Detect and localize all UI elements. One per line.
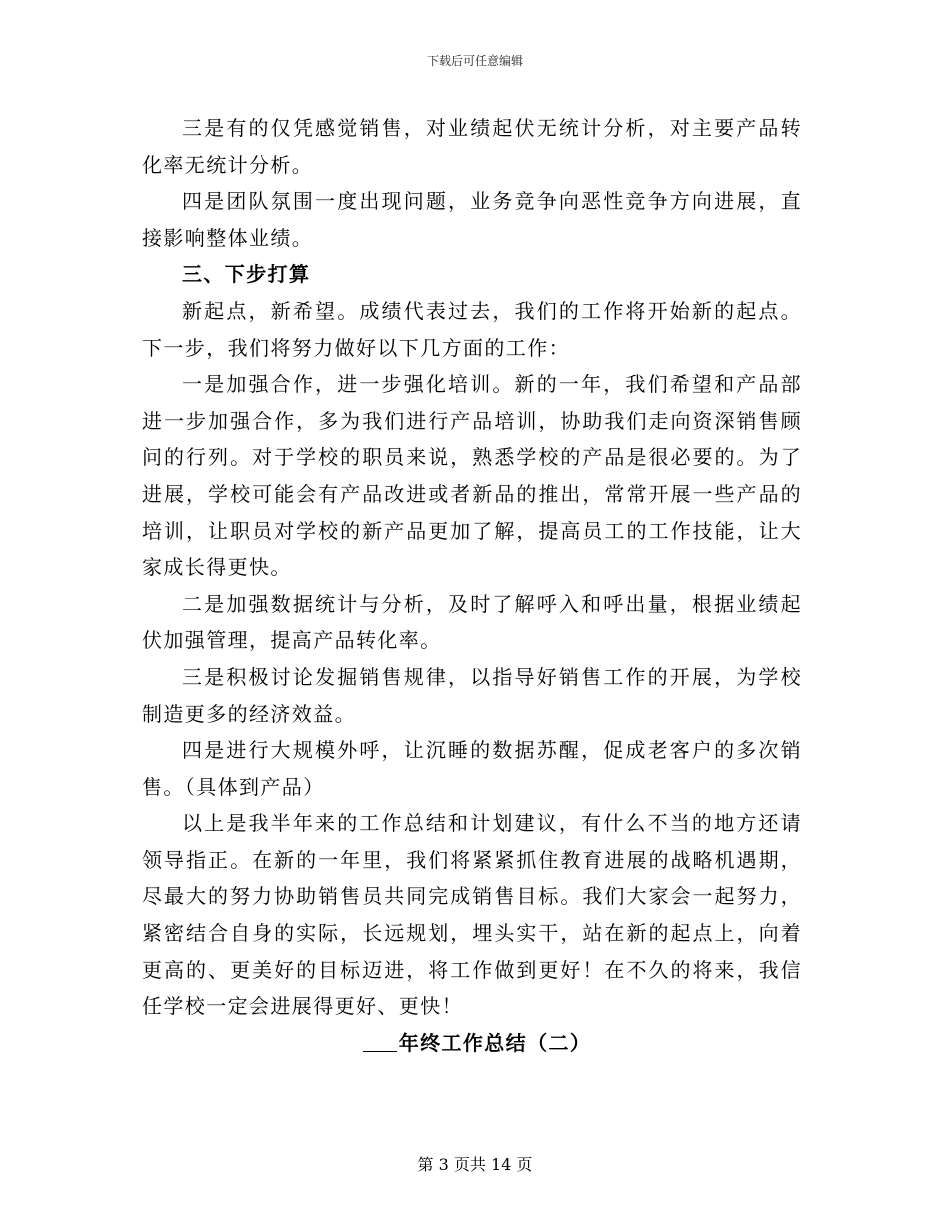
paragraph-issue-3: 三是有的仅凭感觉销售，对业绩起伏无统计分析，对主要产品转化率无统计分析。 (142, 116, 802, 177)
next-section-title (142, 1025, 802, 1062)
document-body (142, 110, 802, 1061)
paragraph-plan-4: 四是进行大规模外呼，让沉睡的数据苏醒，促成老客户的多次销售。（具体到产品） (142, 738, 802, 799)
paragraph-plan-1: 一是加强合作，进一步强化培训。新的一年，我们希望和产品部进一步加强合作，多为我们进行产品培训，协助我们走向资深销售顾问的行列。对于学校的职员来说，熟悉学校的产品是很必要的。为了进展，学校可能会有产品改进或者新品的推出，常常开展一些产品的培训，让职员对学校的新产品更加了解，提高员工的工作技能，让大家成长得更快。 (142, 372, 802, 580)
page-header-note: 下载后可任意编辑 (426, 54, 523, 68)
paragraph-plan-3: 三是积极讨论发掘销售规律，以指导好销售工作的开展，为学校制造更多的经济效益。 (142, 664, 802, 726)
paragraph-conclusion: 以上是我半年来的工作总结和计划建议，有什么不当的地方还请领导指正。在新的一年里，我们将紧紧抓住教育进展的战略机遇期，尽最大的努力协助销售员共同完成销售目标。我们大家会一起努力，紧密结合自身的实际，长远规划，埋头实干，站在新的起点上，向着更高的、更美好的目标迈进，将工作做到更好！在不久的将来，我信任学校一定会进展得更好、更快！ (142, 811, 802, 1019)
section-heading-next-steps: 三、下步打算 (182, 262, 311, 287)
paragraph-plan-2: 二是加强数据统计与分析，及时了解呼入和呼出量，根据业绩起伏加强管理，提高产品转化率。 (142, 591, 802, 653)
title-blank-underline (363, 1029, 397, 1052)
next-section-title-text: 年终工作总结（二） (398, 1030, 592, 1055)
paragraph-issue-4: 四是团队氛围一度出现问题，业务竞争向恶性竞争方向进展，直接影响整体业绩。 (142, 189, 802, 250)
paragraph-plan-intro: 新起点，新希望。成绩代表过去，我们的工作将开始新的起点。下一步，我们将努力做好以下几方面的工作： (142, 298, 802, 360)
page-number: 第 3 页共 14 页 (417, 1155, 533, 1174)
